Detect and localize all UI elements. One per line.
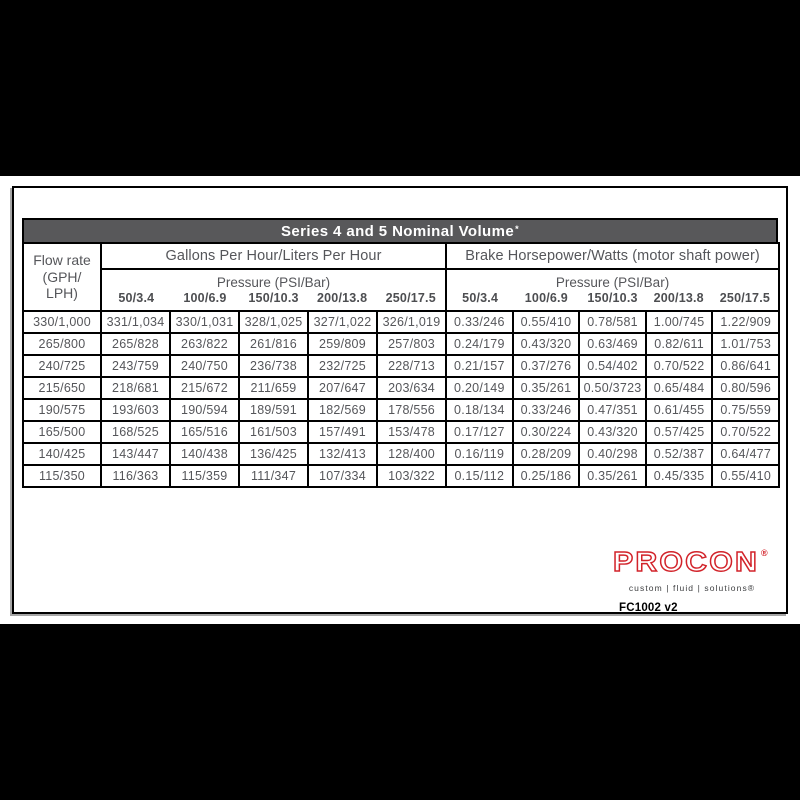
table-cell: 0.82/611 bbox=[646, 333, 713, 355]
table-cell: 0.25/186 bbox=[513, 465, 580, 487]
table-cell: 228/713 bbox=[377, 355, 446, 377]
flow-rate-cell: 115/350 bbox=[23, 465, 101, 487]
flow-rate-cell: 140/425 bbox=[23, 443, 101, 465]
table-cell: 0.20/149 bbox=[446, 377, 513, 399]
table-cell: 0.16/119 bbox=[446, 443, 513, 465]
table-cell: 1.00/745 bbox=[646, 311, 713, 333]
table-cell: 0.54/402 bbox=[579, 355, 646, 377]
pressure-column-label: 250/17.5 bbox=[385, 290, 436, 305]
table-row bbox=[23, 333, 779, 355]
procon-logo-text: PROCON bbox=[613, 546, 759, 576]
table-cell: 263/822 bbox=[170, 333, 239, 355]
bhp-pressure-columns bbox=[447, 291, 778, 305]
table-cell: 243/759 bbox=[101, 355, 170, 377]
table-cell: 161/503 bbox=[239, 421, 308, 443]
top-letterbox-bar bbox=[0, 0, 800, 176]
pressure-column-label: 50/3.4 bbox=[462, 290, 499, 305]
table-cell: 261/816 bbox=[239, 333, 308, 355]
table-cell: 116/363 bbox=[101, 465, 170, 487]
table-cell: 0.50/3723 bbox=[579, 377, 646, 399]
bhp-group-header: Brake Horsepower/Watts (motor shaft power) bbox=[446, 243, 779, 269]
pressure-column-label: 150/10.3 bbox=[587, 290, 638, 305]
table-cell: 257/803 bbox=[377, 333, 446, 355]
table-row bbox=[23, 443, 779, 465]
table-row bbox=[23, 399, 779, 421]
table-cell: 0.17/127 bbox=[446, 421, 513, 443]
table-cell: 0.28/209 bbox=[513, 443, 580, 465]
flow-rate-column-header bbox=[23, 243, 101, 311]
group-header-row bbox=[23, 243, 779, 269]
table-title-bar bbox=[22, 218, 778, 242]
table-cell: 0.21/157 bbox=[446, 355, 513, 377]
procon-logo bbox=[611, 546, 773, 576]
pressure-column-label: 50/3.4 bbox=[118, 290, 155, 305]
flow-rate-cell: 190/575 bbox=[23, 399, 101, 421]
table-cell: 0.15/112 bbox=[446, 465, 513, 487]
table-cell: 0.75/559 bbox=[712, 399, 779, 421]
brand-block bbox=[611, 546, 773, 614]
table-cell: 0.55/410 bbox=[712, 465, 779, 487]
flow-rate-header-line: (GPH/ bbox=[42, 268, 82, 285]
table-cell: 0.57/425 bbox=[646, 421, 713, 443]
table-cell: 103/322 bbox=[377, 465, 446, 487]
table-cell: 0.86/641 bbox=[712, 355, 779, 377]
table-cell: 190/594 bbox=[170, 399, 239, 421]
table-cell: 115/359 bbox=[170, 465, 239, 487]
nominal-volume-table bbox=[22, 242, 780, 488]
gph-group-header: Gallons Per Hour/Liters Per Hour bbox=[101, 243, 446, 269]
pressure-column-label: 150/10.3 bbox=[248, 290, 299, 305]
brand-tagline: custom | fluid | solutions® bbox=[628, 583, 756, 593]
flow-rate-header-line: Flow rate bbox=[33, 252, 91, 269]
table-cell: 0.37/276 bbox=[513, 355, 580, 377]
registered-mark-icon: ® bbox=[761, 548, 768, 558]
flow-rate-cell: 240/725 bbox=[23, 355, 101, 377]
bhp-pressure-header-cell bbox=[446, 269, 779, 311]
flow-rate-cell: 165/500 bbox=[23, 421, 101, 443]
table-cell: 0.24/179 bbox=[446, 333, 513, 355]
table-cell: 0.35/261 bbox=[513, 377, 580, 399]
table-cell: 236/738 bbox=[239, 355, 308, 377]
table-cell: 0.18/134 bbox=[446, 399, 513, 421]
table-cell: 1.01/753 bbox=[712, 333, 779, 355]
table-cell: 328/1,025 bbox=[239, 311, 308, 333]
table-cell: 0.43/320 bbox=[513, 333, 580, 355]
table-cell: 0.78/581 bbox=[579, 311, 646, 333]
table-cell: 0.45/335 bbox=[646, 465, 713, 487]
pressure-column-label: 200/13.8 bbox=[317, 290, 368, 305]
table-cell: 189/591 bbox=[239, 399, 308, 421]
table-cell: 265/828 bbox=[101, 333, 170, 355]
table-cell: 0.52/387 bbox=[646, 443, 713, 465]
table-cell: 132/413 bbox=[308, 443, 377, 465]
table-cell: 0.64/477 bbox=[712, 443, 779, 465]
table-cell: 327/1,022 bbox=[308, 311, 377, 333]
table-row bbox=[23, 355, 779, 377]
table-cell: 207/647 bbox=[308, 377, 377, 399]
table-cell: 0.70/522 bbox=[712, 421, 779, 443]
datasheet-frame bbox=[12, 186, 788, 614]
table-cell: 165/516 bbox=[170, 421, 239, 443]
pressure-column-label: 200/13.8 bbox=[653, 290, 704, 305]
table-cell: 0.55/410 bbox=[513, 311, 580, 333]
table-row bbox=[23, 311, 779, 333]
table-cell: 326/1,019 bbox=[377, 311, 446, 333]
table-cell: 168/525 bbox=[101, 421, 170, 443]
table-cell: 0.80/596 bbox=[712, 377, 779, 399]
table-cell: 178/556 bbox=[377, 399, 446, 421]
table-cell: 0.70/522 bbox=[646, 355, 713, 377]
table-row bbox=[23, 465, 779, 487]
table-cell: 0.30/224 bbox=[513, 421, 580, 443]
table-cell: 259/809 bbox=[308, 333, 377, 355]
table-cell: 0.35/261 bbox=[579, 465, 646, 487]
table-cell: 0.63/469 bbox=[579, 333, 646, 355]
table-title: Series 4 and 5 Nominal Volume bbox=[281, 222, 515, 240]
gph-pressure-label: Pressure (PSI/Bar) bbox=[216, 274, 331, 290]
table-cell: 211/659 bbox=[239, 377, 308, 399]
table-cell: 0.40/298 bbox=[579, 443, 646, 465]
table-cell: 0.43/320 bbox=[579, 421, 646, 443]
table-cell: 107/334 bbox=[308, 465, 377, 487]
table-cell: 0.65/484 bbox=[646, 377, 713, 399]
table-cell: 128/400 bbox=[377, 443, 446, 465]
flow-rate-header-line: LPH) bbox=[46, 285, 78, 302]
bottom-letterbox-bar bbox=[0, 624, 800, 800]
flow-rate-cell: 330/1,000 bbox=[23, 311, 101, 333]
table-title-note-marker: * bbox=[515, 224, 519, 234]
table-cell: 143/447 bbox=[101, 443, 170, 465]
gph-pressure-header-cell bbox=[101, 269, 446, 311]
table-cell: 203/634 bbox=[377, 377, 446, 399]
pressure-column-label: 250/17.5 bbox=[719, 290, 771, 305]
table-cell: 136/425 bbox=[239, 443, 308, 465]
table-cell: 111/347 bbox=[239, 465, 308, 487]
table-cell: 240/750 bbox=[170, 355, 239, 377]
table-cell: 0.61/455 bbox=[646, 399, 713, 421]
pressure-column-label: 100/6.9 bbox=[183, 290, 227, 305]
gph-pressure-columns bbox=[102, 291, 445, 305]
table-cell: 0.33/246 bbox=[446, 311, 513, 333]
pressure-header-row bbox=[23, 269, 779, 311]
flow-rate-cell: 215/650 bbox=[23, 377, 101, 399]
table-cell: 193/603 bbox=[101, 399, 170, 421]
table-cell: 157/491 bbox=[308, 421, 377, 443]
table-cell: 1.22/909 bbox=[712, 311, 779, 333]
table-cell: 331/1,034 bbox=[101, 311, 170, 333]
table-cell: 0.33/246 bbox=[513, 399, 580, 421]
table-cell: 182/569 bbox=[308, 399, 377, 421]
table-cell: 215/672 bbox=[170, 377, 239, 399]
table-cell: 140/438 bbox=[170, 443, 239, 465]
table-cell: 0.47/351 bbox=[579, 399, 646, 421]
document-code: FC1002 v2 bbox=[619, 602, 678, 614]
table-cell: 153/478 bbox=[377, 421, 446, 443]
pressure-column-label: 100/6.9 bbox=[524, 290, 568, 305]
table-cell: 218/681 bbox=[101, 377, 170, 399]
table-cell: 330/1,031 bbox=[170, 311, 239, 333]
bhp-pressure-label: Pressure (PSI/Bar) bbox=[555, 274, 670, 290]
table-row bbox=[23, 421, 779, 443]
flow-rate-cell: 265/800 bbox=[23, 333, 101, 355]
table-row bbox=[23, 377, 779, 399]
table-cell: 232/725 bbox=[308, 355, 377, 377]
